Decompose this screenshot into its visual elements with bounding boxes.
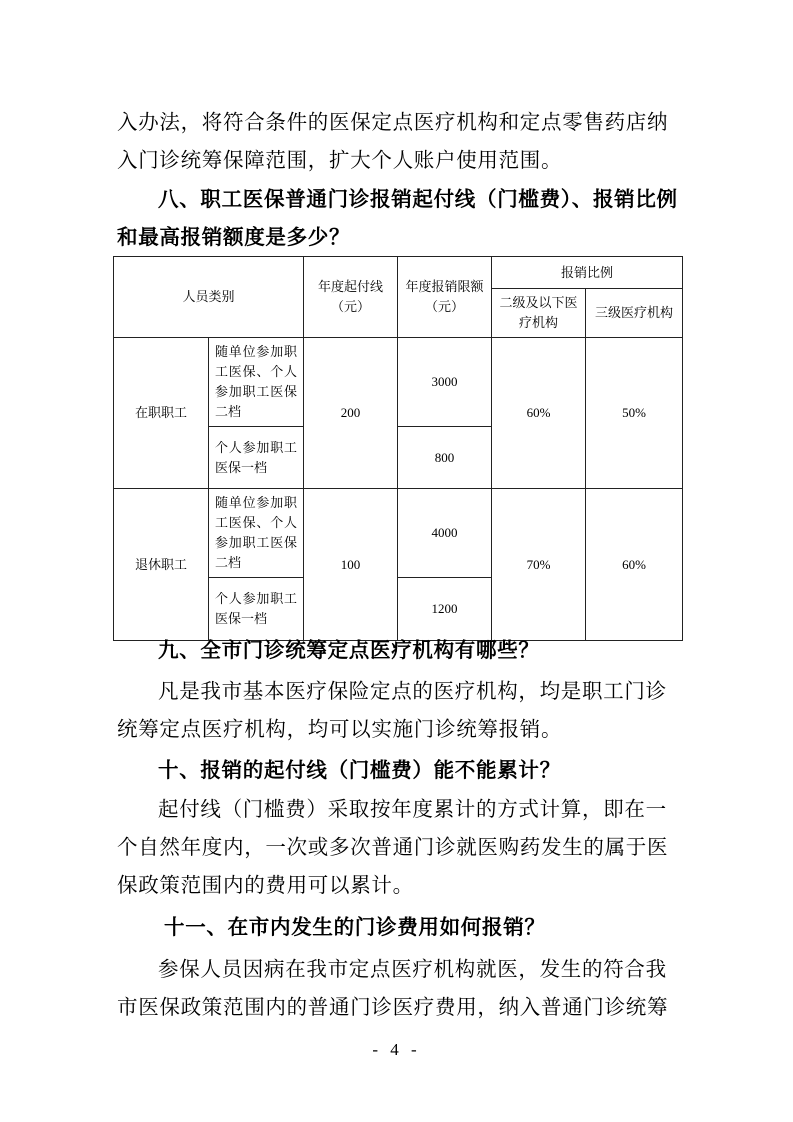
subcategory-cell: 随单位参加职工医保、个人参加职工医保二档 [209, 338, 304, 427]
table-row [114, 338, 683, 427]
section-9-body: 凡是我市基本医疗保险定点的医疗机构，均是职工门诊统筹定点医疗机构，均可以实施门诊统筹报销。 [117, 679, 667, 741]
section-10-body: 起付线（门槛费）采取按年度累计的方式计算，即在一个自然年度内，一次或多次普通门诊就医购药发生的属于医保政策范围内的费用可以累计。 [117, 797, 669, 897]
category-cell: 在职职工 [114, 338, 209, 489]
header-ratio: 报销比例 [492, 257, 683, 289]
deductible-cell: 100 [304, 489, 398, 641]
section-9-heading: 九、全市门诊统筹定点医疗机构有哪些？ [158, 638, 540, 662]
limit-cell: 3000 [398, 338, 492, 427]
header-level3: 三级医疗机构 [586, 289, 683, 338]
limit-cell: 4000 [398, 489, 492, 578]
level3-ratio-cell: 60% [586, 489, 683, 641]
level3-ratio-cell: 50% [586, 338, 683, 489]
intro-paragraph: 入办法，将符合条件的医保定点医疗机构和定点零售药店纳入门诊统筹保障范围，扩大个人账户使用范围。 [117, 110, 669, 172]
page-number: - 4 - [372, 1040, 421, 1059]
category-cell: 退休职工 [114, 489, 209, 641]
header-category: 人员类别 [114, 257, 304, 338]
limit-cell: 800 [398, 427, 492, 489]
deductible-cell: 200 [304, 338, 398, 489]
section-11-heading: 十一、在市内发生的门诊费用如何报销？ [164, 915, 546, 939]
subcategory-cell: 个人参加职工医保一档 [209, 427, 304, 489]
header-limit: 年度报销限额（元） [398, 257, 492, 338]
level2-ratio-cell: 70% [492, 489, 586, 641]
reimbursement-table [113, 256, 683, 641]
section-11-body: 参保人员因病在我市定点医疗机构就医，发生的符合我市医保政策范围内的普通门诊医疗费用，纳入普通门诊统筹 [117, 957, 669, 1019]
table-row [114, 489, 683, 578]
subcategory-cell: 个人参加职工医保一档 [209, 578, 304, 641]
section-8-heading: 八、职工医保普通门诊报销起付线（门槛费）、报销比例和最高报销额度是多少？ [117, 187, 678, 249]
section-10-heading: 十、报销的起付线（门槛费）能不能累计？ [158, 758, 561, 782]
subcategory-cell: 随单位参加职工医保、个人参加职工医保二档 [209, 489, 304, 578]
header-level2: 二级及以下医疗机构 [492, 289, 586, 338]
header-deductible: 年度起付线（元） [304, 257, 398, 338]
level2-ratio-cell: 60% [492, 338, 586, 489]
limit-cell: 1200 [398, 578, 492, 641]
